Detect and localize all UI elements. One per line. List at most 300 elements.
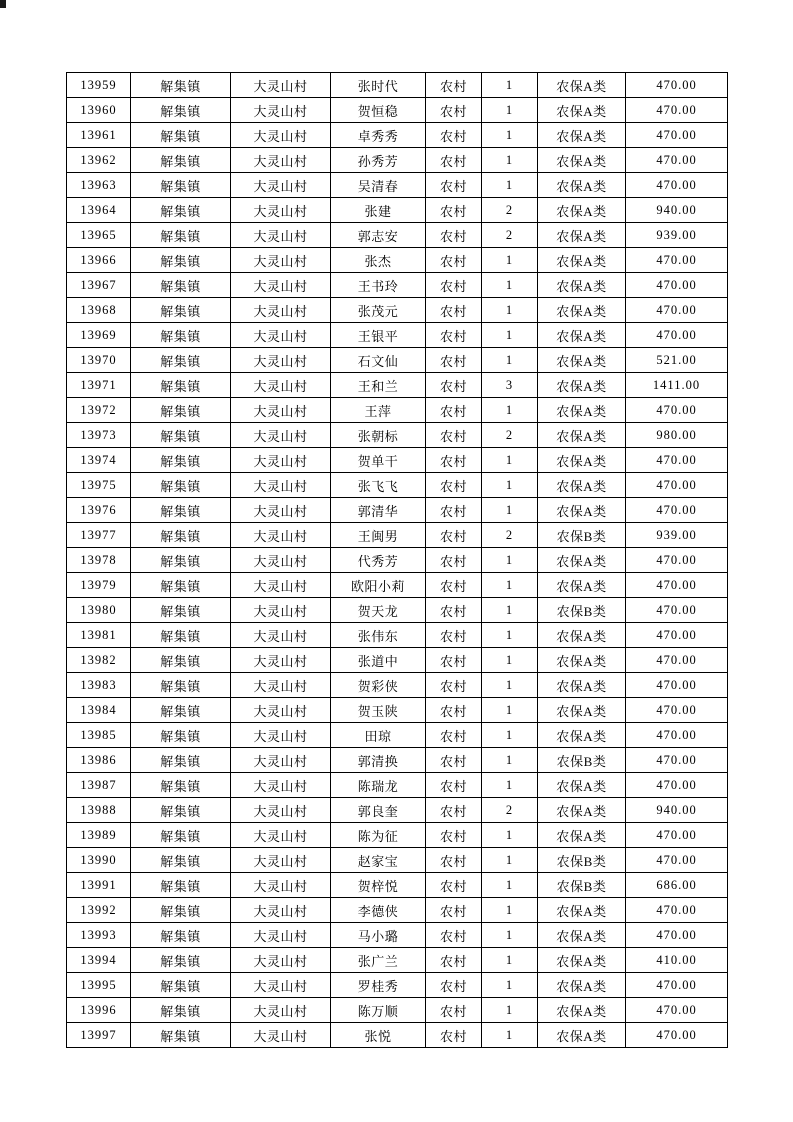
cell-id: 13984: [67, 698, 131, 723]
table-row: [67, 973, 728, 998]
table-row: [67, 823, 728, 848]
table-row: [67, 998, 728, 1023]
cell-name: 张朝标: [331, 423, 426, 448]
cell-id: 13974: [67, 448, 131, 473]
cell-category: 农保A类: [538, 373, 626, 398]
cell-id: 13968: [67, 298, 131, 323]
cell-town: 解集镇: [131, 923, 231, 948]
table-row: [67, 423, 728, 448]
cell-town: 解集镇: [131, 848, 231, 873]
cell-residence: 农村: [426, 623, 482, 648]
cell-name: 石文仙: [331, 348, 426, 373]
cell-amount: 470.00: [626, 1023, 728, 1048]
cell-amount: 470.00: [626, 623, 728, 648]
table-row: [67, 73, 728, 98]
cell-category: 农保A类: [538, 73, 626, 98]
cell-residence: 农村: [426, 898, 482, 923]
cell-residence: 农村: [426, 598, 482, 623]
cell-name: 张道中: [331, 648, 426, 673]
cell-id: 13969: [67, 323, 131, 348]
cell-id: 13972: [67, 398, 131, 423]
cell-amount: 470.00: [626, 148, 728, 173]
cell-amount: 470.00: [626, 248, 728, 273]
cell-category: 农保A类: [538, 273, 626, 298]
cell-amount: 470.00: [626, 648, 728, 673]
cell-residence: 农村: [426, 73, 482, 98]
cell-town: 解集镇: [131, 723, 231, 748]
table-row: [67, 948, 728, 973]
cell-category: 农保A类: [538, 973, 626, 998]
cell-name: 贺单干: [331, 448, 426, 473]
cell-id: 13996: [67, 998, 131, 1023]
cell-town: 解集镇: [131, 473, 231, 498]
cell-id: 13977: [67, 523, 131, 548]
cell-category: 农保B类: [538, 848, 626, 873]
cell-village: 大灵山村: [231, 248, 331, 273]
cell-id: 13981: [67, 623, 131, 648]
cell-name: 王银平: [331, 323, 426, 348]
cell-village: 大灵山村: [231, 448, 331, 473]
cell-amount: 470.00: [626, 98, 728, 123]
cell-residence: 农村: [426, 273, 482, 298]
cell-residence: 农村: [426, 548, 482, 573]
cell-id: 13966: [67, 248, 131, 273]
cell-town: 解集镇: [131, 448, 231, 473]
cell-id: 13991: [67, 873, 131, 898]
cell-village: 大灵山村: [231, 298, 331, 323]
cell-village: 大灵山村: [231, 198, 331, 223]
table-row: [67, 573, 728, 598]
cell-village: 大灵山村: [231, 798, 331, 823]
cell-name: 贺恒稳: [331, 98, 426, 123]
table-row: [67, 373, 728, 398]
cell-town: 解集镇: [131, 498, 231, 523]
table-row: [67, 223, 728, 248]
cell-name: 李德侠: [331, 898, 426, 923]
cell-town: 解集镇: [131, 573, 231, 598]
table-row: [67, 673, 728, 698]
cell-village: 大灵山村: [231, 623, 331, 648]
cell-name: 卓秀秀: [331, 123, 426, 148]
cell-category: 农保A类: [538, 323, 626, 348]
cell-name: 陈瑞龙: [331, 773, 426, 798]
cell-name: 张广兰: [331, 948, 426, 973]
cell-residence: 农村: [426, 573, 482, 598]
cell-amount: 980.00: [626, 423, 728, 448]
cell-town: 解集镇: [131, 823, 231, 848]
cell-village: 大灵山村: [231, 123, 331, 148]
cell-category: 农保A类: [538, 148, 626, 173]
table-row: [67, 798, 728, 823]
cell-amount: 470.00: [626, 773, 728, 798]
cell-amount: 470.00: [626, 998, 728, 1023]
cell-category: 农保A类: [538, 723, 626, 748]
cell-count: 1: [482, 448, 538, 473]
cell-town: 解集镇: [131, 598, 231, 623]
cell-amount: 470.00: [626, 323, 728, 348]
cell-residence: 农村: [426, 323, 482, 348]
cell-amount: 470.00: [626, 273, 728, 298]
cell-amount: 470.00: [626, 573, 728, 598]
cell-town: 解集镇: [131, 748, 231, 773]
cell-amount: 470.00: [626, 298, 728, 323]
cell-id: 13965: [67, 223, 131, 248]
cell-town: 解集镇: [131, 373, 231, 398]
cell-village: 大灵山村: [231, 873, 331, 898]
table-row: [67, 173, 728, 198]
cell-town: 解集镇: [131, 673, 231, 698]
cell-amount: 470.00: [626, 173, 728, 198]
cell-name: 陈为征: [331, 823, 426, 848]
cell-id: 13975: [67, 473, 131, 498]
table-row: [67, 273, 728, 298]
cell-name: 郭志安: [331, 223, 426, 248]
table-row: [67, 748, 728, 773]
cell-count: 1: [482, 148, 538, 173]
cell-name: 王和兰: [331, 373, 426, 398]
cell-id: 13963: [67, 173, 131, 198]
cell-id: 13992: [67, 898, 131, 923]
table-row: [67, 473, 728, 498]
cell-count: 1: [482, 248, 538, 273]
cell-town: 解集镇: [131, 1023, 231, 1048]
cell-amount: 470.00: [626, 823, 728, 848]
cell-category: 农保A类: [538, 398, 626, 423]
cell-residence: 农村: [426, 748, 482, 773]
cell-category: 农保A类: [538, 423, 626, 448]
cell-amount: 470.00: [626, 548, 728, 573]
cell-category: 农保A类: [538, 773, 626, 798]
cell-town: 解集镇: [131, 398, 231, 423]
table-row: [67, 198, 728, 223]
cell-town: 解集镇: [131, 198, 231, 223]
cell-town: 解集镇: [131, 973, 231, 998]
cell-amount: 470.00: [626, 973, 728, 998]
cell-residence: 农村: [426, 348, 482, 373]
cell-category: 农保B类: [538, 523, 626, 548]
benefits-roster-table: [66, 72, 728, 1048]
cell-category: 农保A类: [538, 698, 626, 723]
cell-name: 王书玲: [331, 273, 426, 298]
scan-corner-artifact: [0, 0, 6, 8]
cell-category: 农保A类: [538, 173, 626, 198]
cell-name: 张时代: [331, 73, 426, 98]
cell-count: 1: [482, 723, 538, 748]
cell-category: 农保B类: [538, 748, 626, 773]
cell-name: 赵家宝: [331, 848, 426, 873]
cell-category: 农保A类: [538, 498, 626, 523]
cell-amount: 686.00: [626, 873, 728, 898]
cell-count: 1: [482, 123, 538, 148]
cell-amount: 470.00: [626, 123, 728, 148]
cell-name: 代秀芳: [331, 548, 426, 573]
cell-count: 2: [482, 798, 538, 823]
cell-village: 大灵山村: [231, 773, 331, 798]
cell-village: 大灵山村: [231, 948, 331, 973]
cell-id: 13961: [67, 123, 131, 148]
cell-count: 1: [482, 548, 538, 573]
cell-town: 解集镇: [131, 323, 231, 348]
cell-id: 13964: [67, 198, 131, 223]
cell-name: 郭清换: [331, 748, 426, 773]
cell-residence: 农村: [426, 123, 482, 148]
cell-amount: 470.00: [626, 698, 728, 723]
cell-amount: 470.00: [626, 923, 728, 948]
cell-village: 大灵山村: [231, 573, 331, 598]
table-row: [67, 898, 728, 923]
cell-name: 贺彩侠: [331, 673, 426, 698]
table-row: [67, 523, 728, 548]
table-row: [67, 698, 728, 723]
cell-amount: 940.00: [626, 798, 728, 823]
cell-name: 陈万顺: [331, 998, 426, 1023]
cell-residence: 农村: [426, 148, 482, 173]
cell-category: 农保A类: [538, 573, 626, 598]
cell-village: 大灵山村: [231, 748, 331, 773]
cell-amount: 470.00: [626, 598, 728, 623]
cell-id: 13997: [67, 1023, 131, 1048]
cell-residence: 农村: [426, 473, 482, 498]
cell-name: 马小璐: [331, 923, 426, 948]
cell-residence: 农村: [426, 173, 482, 198]
cell-category: 农保A类: [538, 798, 626, 823]
cell-town: 解集镇: [131, 523, 231, 548]
cell-residence: 农村: [426, 373, 482, 398]
cell-residence: 农村: [426, 423, 482, 448]
cell-town: 解集镇: [131, 173, 231, 198]
cell-count: 1: [482, 598, 538, 623]
cell-name: 吴清春: [331, 173, 426, 198]
cell-category: 农保A类: [538, 948, 626, 973]
cell-town: 解集镇: [131, 648, 231, 673]
cell-residence: 农村: [426, 723, 482, 748]
cell-id: 13978: [67, 548, 131, 573]
cell-category: 农保A类: [538, 448, 626, 473]
cell-id: 13983: [67, 673, 131, 698]
table-row: [67, 298, 728, 323]
cell-id: 13993: [67, 923, 131, 948]
cell-count: 1: [482, 698, 538, 723]
cell-amount: 940.00: [626, 198, 728, 223]
cell-name: 张飞飞: [331, 473, 426, 498]
cell-residence: 农村: [426, 1023, 482, 1048]
cell-amount: 470.00: [626, 498, 728, 523]
table-row: [67, 448, 728, 473]
table-row: [67, 148, 728, 173]
cell-category: 农保A类: [538, 348, 626, 373]
cell-count: 2: [482, 223, 538, 248]
cell-residence: 农村: [426, 498, 482, 523]
cell-name: 郭良奎: [331, 798, 426, 823]
cell-category: 农保A类: [538, 823, 626, 848]
cell-town: 解集镇: [131, 348, 231, 373]
cell-category: 农保A类: [538, 123, 626, 148]
cell-count: 1: [482, 848, 538, 873]
cell-category: 农保B类: [538, 598, 626, 623]
cell-amount: 521.00: [626, 348, 728, 373]
cell-amount: 1411.00: [626, 373, 728, 398]
cell-amount: 470.00: [626, 848, 728, 873]
cell-village: 大灵山村: [231, 148, 331, 173]
cell-id: 13979: [67, 573, 131, 598]
cell-residence: 农村: [426, 948, 482, 973]
cell-name: 贺天龙: [331, 598, 426, 623]
cell-town: 解集镇: [131, 423, 231, 448]
cell-count: 1: [482, 948, 538, 973]
cell-name: 张杰: [331, 248, 426, 273]
cell-residence: 农村: [426, 198, 482, 223]
cell-category: 农保A类: [538, 923, 626, 948]
cell-count: 2: [482, 523, 538, 548]
cell-count: 1: [482, 1023, 538, 1048]
cell-name: 贺玉陕: [331, 698, 426, 723]
cell-town: 解集镇: [131, 73, 231, 98]
cell-residence: 农村: [426, 698, 482, 723]
cell-village: 大灵山村: [231, 323, 331, 348]
cell-residence: 农村: [426, 798, 482, 823]
cell-count: 1: [482, 273, 538, 298]
cell-residence: 农村: [426, 923, 482, 948]
cell-town: 解集镇: [131, 248, 231, 273]
cell-count: 1: [482, 573, 538, 598]
cell-id: 13960: [67, 98, 131, 123]
cell-id: 13962: [67, 148, 131, 173]
cell-count: 1: [482, 398, 538, 423]
cell-village: 大灵山村: [231, 598, 331, 623]
cell-village: 大灵山村: [231, 173, 331, 198]
cell-amount: 470.00: [626, 473, 728, 498]
cell-name: 罗桂秀: [331, 973, 426, 998]
cell-count: 1: [482, 973, 538, 998]
cell-residence: 农村: [426, 648, 482, 673]
cell-amount: 470.00: [626, 73, 728, 98]
cell-id: 13989: [67, 823, 131, 848]
cell-residence: 农村: [426, 773, 482, 798]
cell-name: 王萍: [331, 398, 426, 423]
cell-count: 1: [482, 298, 538, 323]
cell-residence: 农村: [426, 448, 482, 473]
cell-category: 农保A类: [538, 998, 626, 1023]
cell-id: 13990: [67, 848, 131, 873]
cell-count: 1: [482, 898, 538, 923]
cell-id: 13971: [67, 373, 131, 398]
cell-id: 13976: [67, 498, 131, 523]
cell-name: 张茂元: [331, 298, 426, 323]
table-row: [67, 348, 728, 373]
table-row: [67, 723, 728, 748]
cell-town: 解集镇: [131, 698, 231, 723]
cell-count: 1: [482, 823, 538, 848]
cell-village: 大灵山村: [231, 723, 331, 748]
cell-id: 13985: [67, 723, 131, 748]
cell-category: 农保A类: [538, 223, 626, 248]
cell-id: 13988: [67, 798, 131, 823]
cell-id: 13995: [67, 973, 131, 998]
cell-id: 13970: [67, 348, 131, 373]
cell-count: 2: [482, 198, 538, 223]
table-row: [67, 248, 728, 273]
cell-village: 大灵山村: [231, 373, 331, 398]
cell-id: 13986: [67, 748, 131, 773]
cell-town: 解集镇: [131, 948, 231, 973]
cell-village: 大灵山村: [231, 998, 331, 1023]
cell-town: 解集镇: [131, 298, 231, 323]
cell-village: 大灵山村: [231, 673, 331, 698]
cell-residence: 农村: [426, 873, 482, 898]
cell-category: 农保A类: [538, 198, 626, 223]
table-body: [67, 73, 728, 1048]
cell-name: 孙秀芳: [331, 148, 426, 173]
cell-id: 13987: [67, 773, 131, 798]
cell-count: 1: [482, 748, 538, 773]
cell-town: 解集镇: [131, 148, 231, 173]
cell-category: 农保A类: [538, 248, 626, 273]
cell-name: 贺梓悦: [331, 873, 426, 898]
cell-count: 2: [482, 423, 538, 448]
cell-village: 大灵山村: [231, 73, 331, 98]
cell-category: 农保A类: [538, 1023, 626, 1048]
cell-village: 大灵山村: [231, 498, 331, 523]
cell-count: 1: [482, 998, 538, 1023]
cell-name: 田琼: [331, 723, 426, 748]
table-row: [67, 98, 728, 123]
cell-town: 解集镇: [131, 273, 231, 298]
cell-name: 王闽男: [331, 523, 426, 548]
cell-id: 13994: [67, 948, 131, 973]
table-row: [67, 123, 728, 148]
cell-id: 13967: [67, 273, 131, 298]
cell-residence: 农村: [426, 248, 482, 273]
cell-count: 1: [482, 648, 538, 673]
table-row: [67, 398, 728, 423]
cell-amount: 470.00: [626, 723, 728, 748]
cell-count: 1: [482, 498, 538, 523]
cell-village: 大灵山村: [231, 923, 331, 948]
cell-count: 1: [482, 173, 538, 198]
cell-town: 解集镇: [131, 873, 231, 898]
table-row: [67, 773, 728, 798]
cell-category: 农保A类: [538, 473, 626, 498]
cell-residence: 农村: [426, 223, 482, 248]
cell-id: 13980: [67, 598, 131, 623]
table-row: [67, 623, 728, 648]
cell-town: 解集镇: [131, 98, 231, 123]
cell-name: 欧阳小莉: [331, 573, 426, 598]
cell-count: 1: [482, 98, 538, 123]
cell-town: 解集镇: [131, 798, 231, 823]
cell-name: 张伟东: [331, 623, 426, 648]
cell-village: 大灵山村: [231, 898, 331, 923]
cell-town: 解集镇: [131, 898, 231, 923]
cell-residence: 农村: [426, 973, 482, 998]
table-row: [67, 648, 728, 673]
cell-count: 1: [482, 673, 538, 698]
cell-village: 大灵山村: [231, 423, 331, 448]
cell-village: 大灵山村: [231, 398, 331, 423]
table-row: [67, 923, 728, 948]
cell-count: 1: [482, 873, 538, 898]
cell-village: 大灵山村: [231, 273, 331, 298]
cell-id: 13973: [67, 423, 131, 448]
cell-count: 1: [482, 348, 538, 373]
cell-amount: 470.00: [626, 748, 728, 773]
cell-town: 解集镇: [131, 223, 231, 248]
cell-village: 大灵山村: [231, 698, 331, 723]
cell-village: 大灵山村: [231, 98, 331, 123]
cell-village: 大灵山村: [231, 973, 331, 998]
cell-category: 农保B类: [538, 873, 626, 898]
cell-name: 张建: [331, 198, 426, 223]
